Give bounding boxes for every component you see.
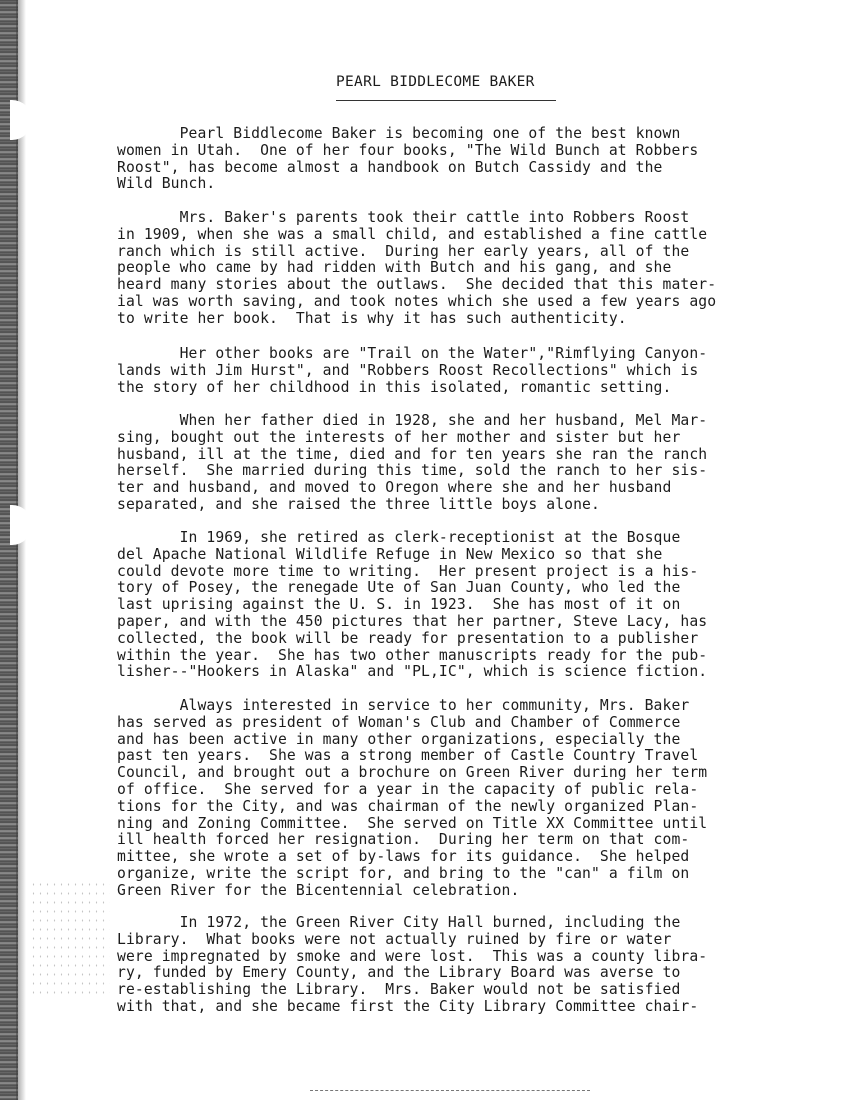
paragraph-retirement: In 1969, she retired as clerk-receptionist at the Bosque del Apache National Wildlife Refuge in New Mexico so that she could devote more time to writing. Her present project is a his- tory of Posey, the renegade Ute of San Juan County, who led the last uprising against the U. S. in 1923. She has most of it on paper, and with the 450 pictures that her partner, Steve Lacy, has collected, the book will be ready for presentation to a publisher within the year. She has two other manuscripts ready for the pub- lisher--"Hookers in Alaska" and "PL,IC", which is science fiction. xyxy=(117,529,708,681)
scan-shadow xyxy=(16,0,26,1100)
binder-hole-top xyxy=(10,100,32,140)
paragraph-other-books: Her other books are "Trail on the Water","Rimflying Canyon- lands with Jim Hurst", and "Robbers Roost Recollections" which is the story of her childhood in this isolated, romantic setting. xyxy=(117,345,708,396)
paragraph-intro: Pearl Biddlecome Baker is becoming one of the best known women in Utah. One of her four books, "The Wild Bunch at Robbers Roost", has become almost a handbook on Butch Cassidy and the Wild Bunch. xyxy=(117,125,699,193)
footer-rule xyxy=(310,1090,590,1091)
scan-noise xyxy=(30,880,110,1000)
paragraph-community-service: Always interested in service to her community, Mrs. Baker has served as president of Woman's Club and Chamber of Commerce and has been active in many other organizations, especially the past ten years. She was a strong member of Castle Country Travel Council, and brought out a brochure on Green River during her term of office. She served for a year in the capacity of public rela- tions for the City, and was chairman of the newly organized Plan- ning and Zoning Committee. She served on Title XX Committee until ill health forced her resignation. During her term on that com- mittee, she wrote a set of by-laws for its guidance. She helped organize, write the script for, and bring to the "can" a film on Green River for the Bicentennial celebration. xyxy=(117,697,708,899)
paragraph-father-died: When her father died in 1928, she and her husband, Mel Mar- sing, bought out the interests of her mother and sister but her husband, ill at the time, died and for ten years she ran the ranch herself. She married during this time, sold the ranch to her sis- ter and husband, and moved to Oregon where she and her husband separated, and she raised the three little boys alone. xyxy=(117,412,708,513)
title-underline xyxy=(336,100,556,101)
binder-hole-middle xyxy=(10,505,32,545)
paragraph-library: In 1972, the Green River City Hall burned, including the Library. What books were not actually ruined by fire or water were impregnated by smoke and were lost. This was a county libra- ry, funded by Emery County, and the Library Board was averse to re-establishing the Library. Mrs. Baker would not be satisfied with that, and she became first the City Library Committee chair- xyxy=(117,914,708,1015)
paragraph-robbers-roost: Mrs. Baker's parents took their cattle into Robbers Roost in 1909, when she was a small child, and established a fine cattle ranch which is still active. During her early years, all of the people who came by had ridden with Butch and his gang, and she heard many stories about the outlaws. She decided that this mater- ial was worth saving, and took notes which she used a few years ago to write her book. That is why it has such authenticity. xyxy=(117,209,717,327)
page-title: PEARL BIDDLECOME BAKER xyxy=(336,74,535,90)
